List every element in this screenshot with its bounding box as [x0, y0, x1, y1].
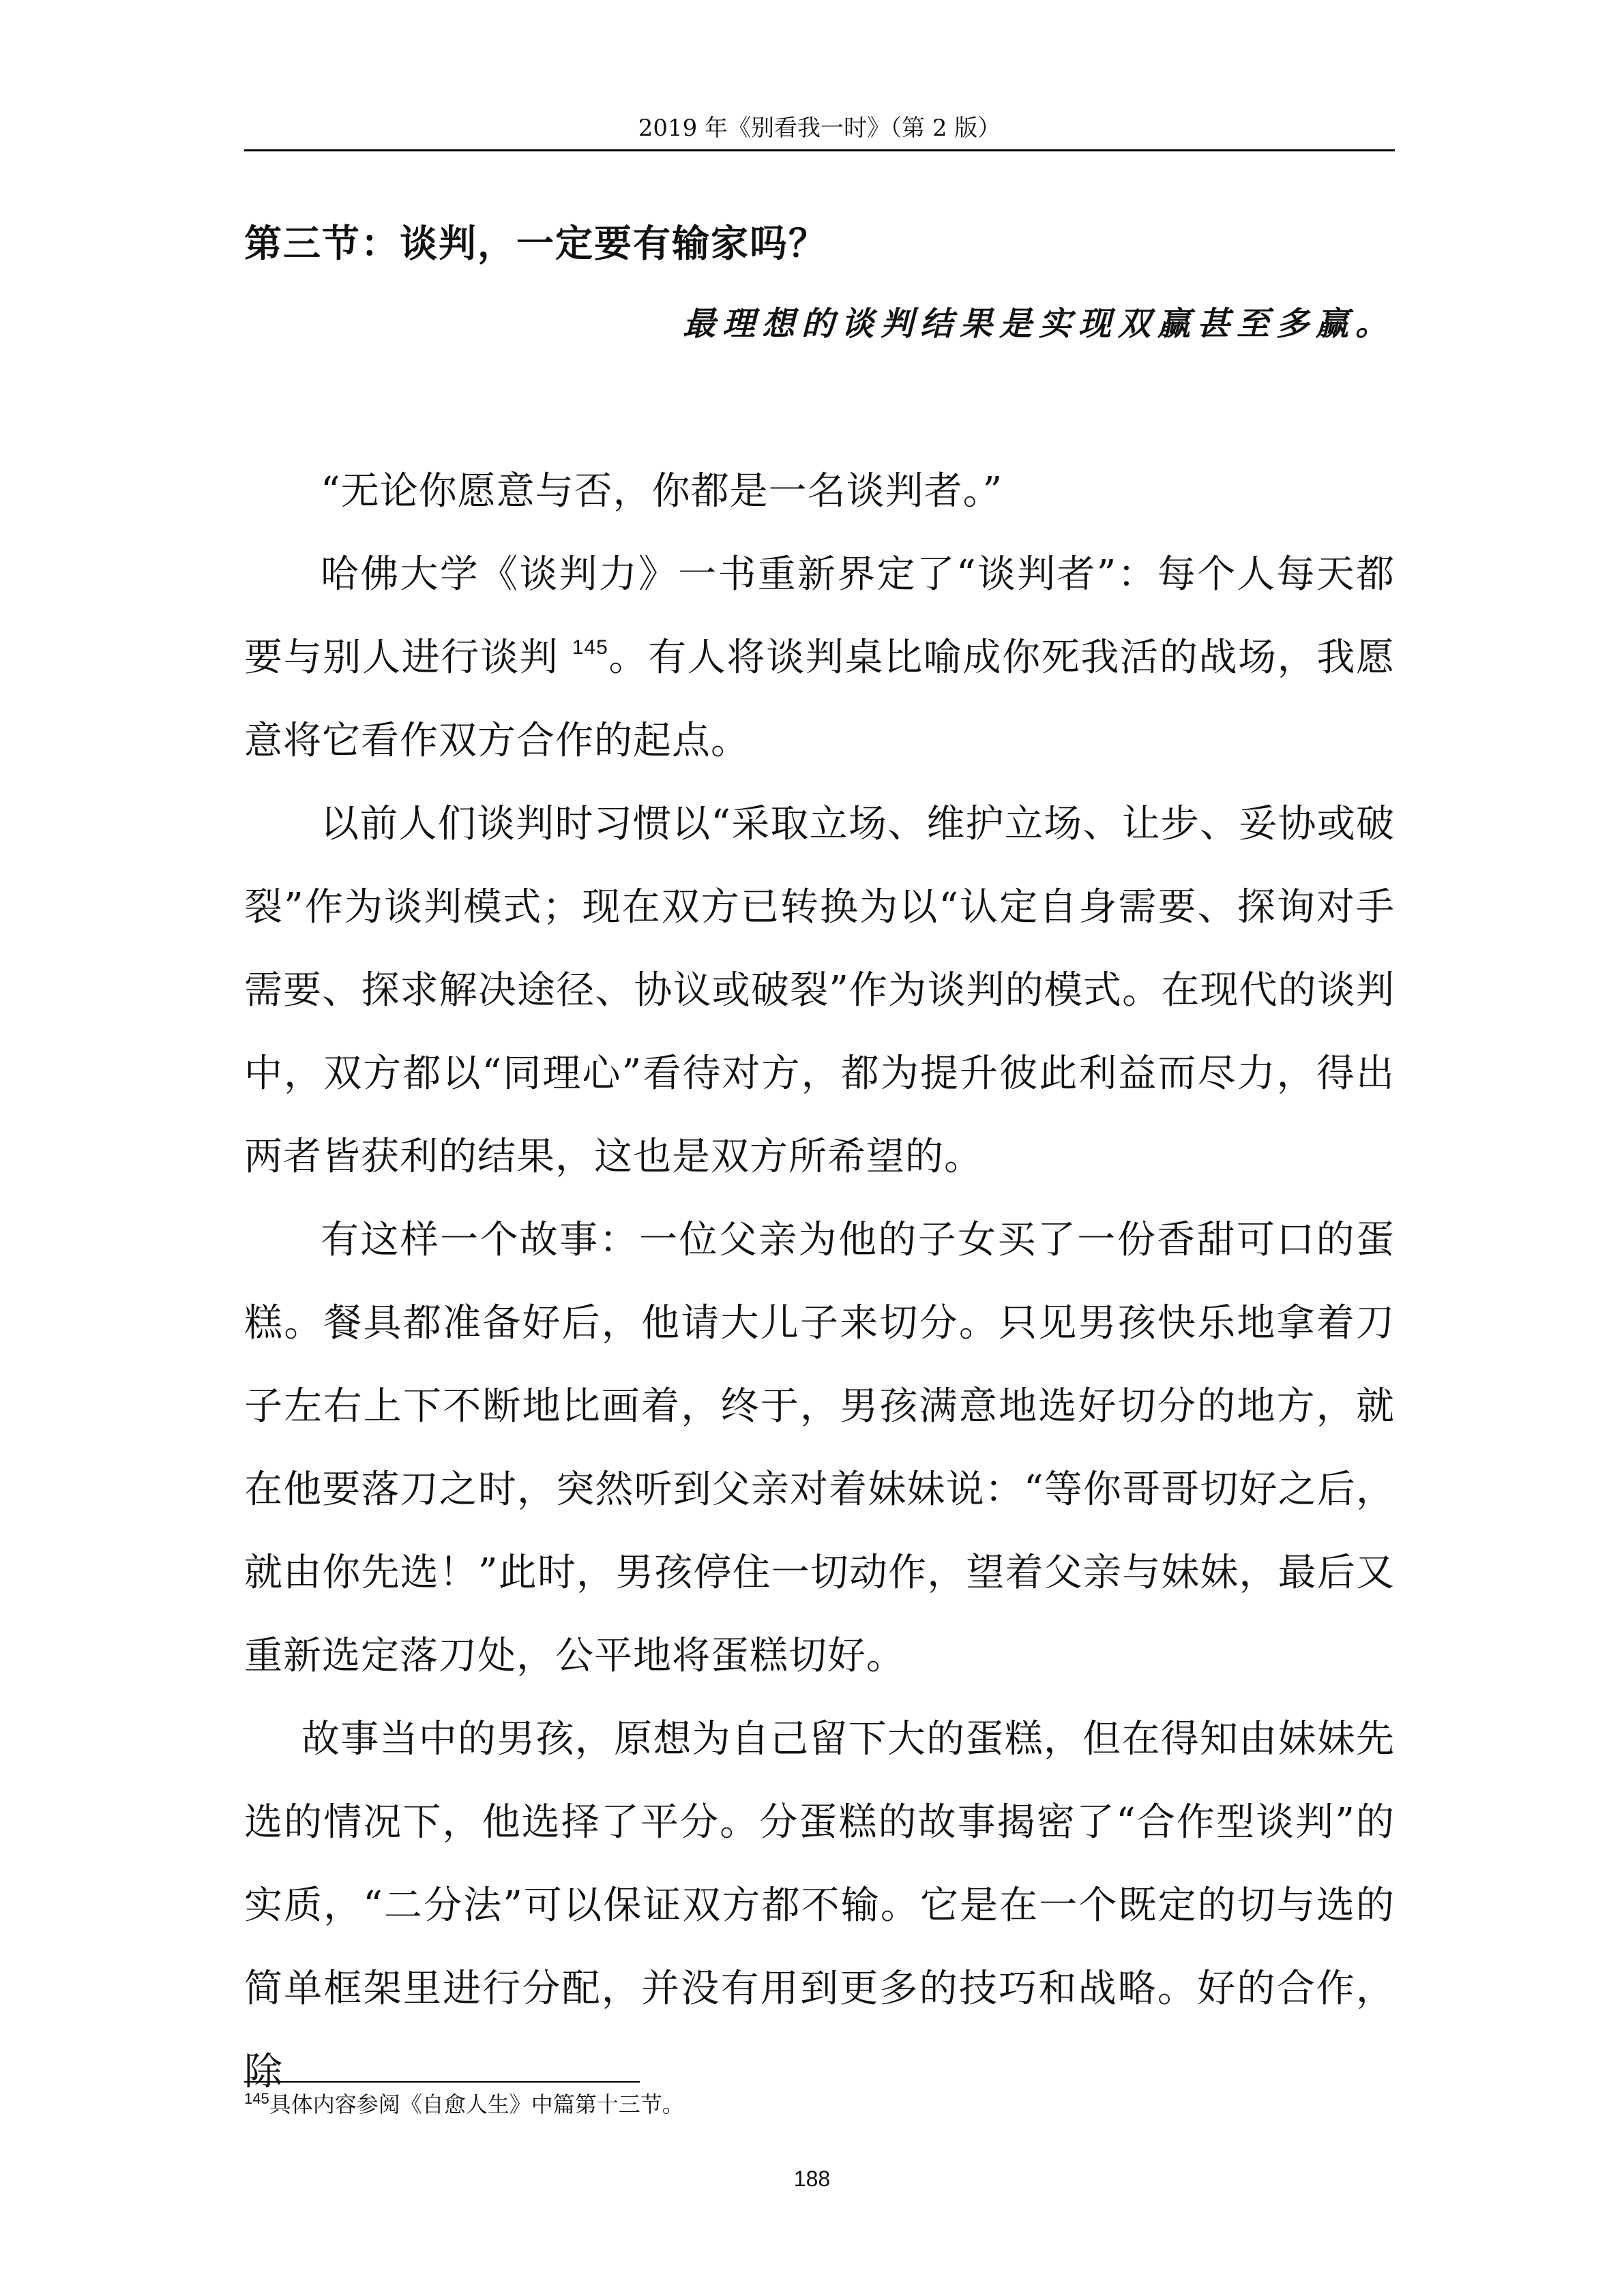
page-number: 188 [793, 2166, 831, 2191]
header-rule [244, 149, 1395, 151]
footnote-number: 145 [244, 2090, 269, 2107]
paragraph-2-part-a: 哈佛大学《谈判力》一书重新界定了“谈判者”：每个人每天都要与别人进行谈判 [244, 552, 1395, 680]
body-text [244, 450, 1395, 2114]
footnote-reference: 145 [572, 636, 608, 659]
epigraph: 最理想的谈判结果是实现双赢甚至多赢。 [682, 305, 1395, 343]
footnote-text: 具体内容参阅《自愈人生》中篇第十三节。 [269, 2091, 684, 2117]
paragraph-5: 故事当中的男孩，原想为自己留下大的蛋糕，但在得知由妹妹先选的情况下，他选择了平分。分蛋糕的故事揭密了“合作型谈判”的实质，“二分法”可以保证双方都不输。它是在一个既定的切与选的简单框架里进行分配，并没有用到更多的技巧和战略。好的合作，除 [244, 1717, 1395, 2094]
paragraph-4: 有这样一个故事：一位父亲为他的子女买了一份香甜可口的蛋糕。餐具都准备好后，他请大儿子来切分。只见男孩快乐地拿着刀子左右上下不断地比画着，终于，男孩满意地选好切分的地方，就在他要落刀之时，突然听到父亲对着妹妹说：“等你哥哥切好之后，就由你先选！”此时，男孩停住一切动作，望着父亲与妹妹，最后又重新选定落刀处，公平地将蛋糕切好。 [244, 1218, 1395, 1678]
footnote [244, 2088, 684, 2121]
paragraph-1: “无论你愿意与否，你都是一名谈判者。” [321, 469, 1003, 513]
paragraph-2-part-b: 。有人将谈判桌比喻成你死我活的战场，我愿意将它看作双方合作的起点。 [244, 636, 1396, 763]
running-header: 2019 年《别看我一时》（第 2 版） [638, 115, 1001, 142]
footnote-rule [244, 2081, 640, 2083]
paragraph-2 [244, 533, 1395, 783]
section-title: 第三节：谈判，一定要有输家吗？ [244, 222, 828, 265]
paragraph-3: 以前人们谈判时习惯以“采取立场、维护立场、让步、妥协或破裂”作为谈判模式；现在双方已转换为以“认定自身需要、探询对手需要、探求解决途径、协议或破裂”作为谈判的模式。在现代的谈判中，双方都以“同理心”看待对方，都为提升彼此利益而尽力，得出两者皆获利的结果，这也是双方所希望的。 [244, 802, 1395, 1179]
